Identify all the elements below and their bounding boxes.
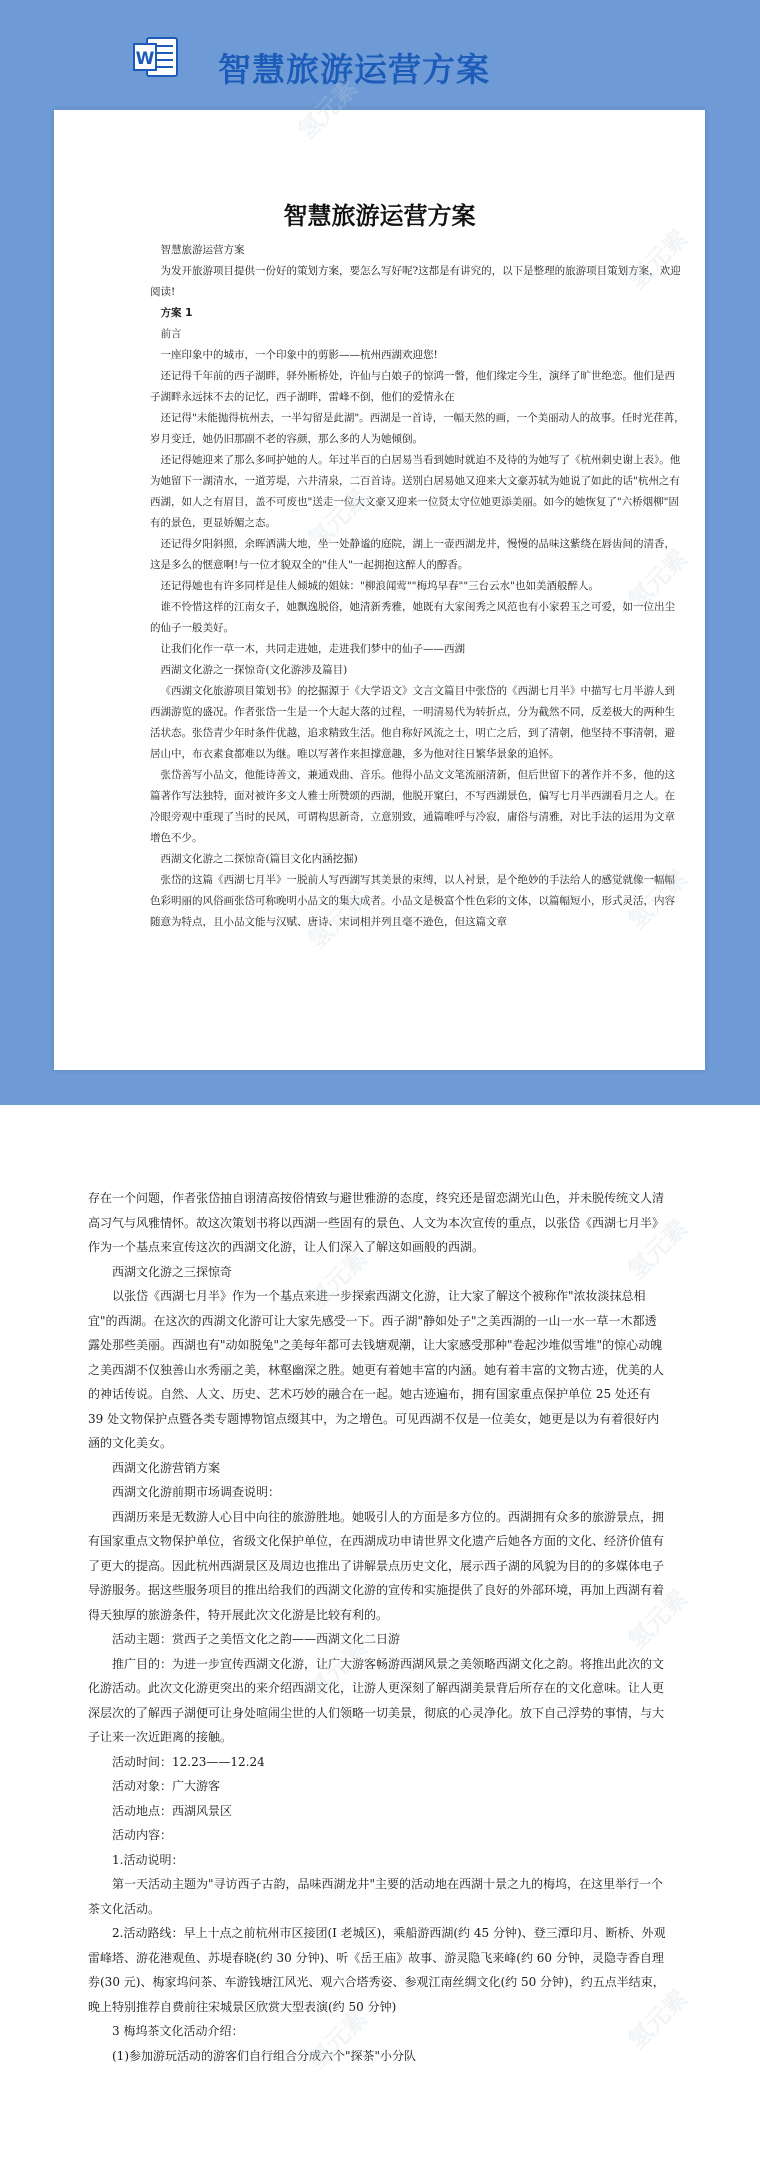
paragraph: 为发开旅游项目提供一份好的策划方案，要怎么写好呢?这都是有讲究的，以下是整理的旅游项目策划方案，欢迎阅读! [150,265,681,298]
watermark-text: 氢元素 [622,543,694,615]
watermark-text: 氢元素 [302,1243,374,1315]
watermark-text: 氢元素 [622,223,694,295]
watermark-text: 氢元素 [302,883,374,955]
banner-title: 智慧旅游运营方案 [218,50,490,89]
paragraph: 活动对象：广大游客 [112,1779,221,1793]
paragraph: 还记得夕阳斜照，余晖洒满大地，坐一处静谧的庭院，湖上一壶西湖龙井，慢慢的品味这紫绕在唇齿间的清香，这是多么的惬意啊!与一位才貌双全的"佳人"一起拥抱这醉人的醇香。 [150,538,675,571]
paragraph: 西湖历来是无数游人心目中向往的旅游胜地。她吸引人的方面是多方位的。西湖拥有众多的旅游景点，拥有国家重点文物保护单位，省级文化保护单位，在西湖成功申请世界文化遗产后她各方面的文化、经济价值有了更大的提高。因此杭州西湖景区及周边也推出了讲解景点历史文化，展示西子湖的风貌为目的的多媒体电子导游服务。据这些服务项目的推出给我们的西湖文化游的宣传和实施提供了良好的外部环境，再加上西湖有着得天独厚的旅游条件，特开展此次文化游是比较有利的。 [88,1509,665,1622]
paragraph: 推广目的：为进一步宣传西湖文化游，让广大游客畅游西湖风景之美领略西湖文化之韵。将推出此次的文化游活动。此次文化游更突出的来介绍西湖文化，让游人更深刻了解西湖美景背后所存在的文化意味。让人更深层次的了解西子湖便可让身处喧闹尘世的人们领略一切美景，彻底的心灵净化。放下自己浮势的事情，与大子让来一次近距离的接触。 [88,1656,665,1744]
paragraph: (1)参加游玩活动的游客们自行组合分成六个"探茶"小分队 [112,2048,417,2063]
watermark-text: 氢元素 [622,863,694,935]
paragraph: 还记得千年前的西子湖畔，驿外断桥处，许仙与白娘子的惊鸿一瞥，他们缘定今生，演绎了旷世绝恋。他们是西子湖畔永远抹不去的记忆，西子湖畔，雷峰不倒，他们的爱情永在 [150,370,675,403]
svg-text:W: W [135,49,155,69]
paragraph: 2.活动路线：早上十点之前杭州市区接团(I 老城区)，乘船游西湖(约 45 分钟)、登三潭印月、断桥、外观雷峰塔、游花港观鱼、苏堤春晓(约 30 分钟)、听《岳王庙》故事、游灵隐飞来峰(约 60 分钟，灵隐寺香自理券(30 元)、梅家坞问茶、车游钱塘江风光、观六合塔秀姿、参观江南丝绸文化(约 50 分钟)，约五点半结束，晚上特别推荐自费前往宋城景区欣赏大型表演(约 50 分钟) [88,1926,666,2014]
paragraph: 西湖文化游之三探惊奇 [112,1264,233,1279]
paragraph: 西湖文化游之一探惊奇(文化游涉及篇目) [160,664,348,676]
paragraph: 《西湖文化旅游项目策划书》的挖掘源于《大学语文》文言文篇目中张岱的《西湖七月半》中描写七月半游人到西湖游览的盛况。作者张岱一生是一个大起大落的过程，一明清易代为转折点，分为截然不同，反差极大的两种生活状态。张岱青少年时条件优越，追求精致生活。他自称好风流之士，明亡之后，到了清朝，他坚持不事清朝，避居山中，布衣素食都难以为继。唯以写著作来担撑意趣，多为他对往日繁华景象的追怀。 [150,685,675,760]
watermark-text: 氢元素 [622,1983,694,2055]
paragraph: 方案 1 [160,307,193,319]
paragraph: 谁不怜惜这样的江南女子，她飘逸脱俗，她清新秀雅，她既有大家闺秀之风范也有小家碧玉之可爱，如一位出尘的仙子一般美好。 [150,601,675,634]
paragraph: 前言 [160,328,182,340]
watermark-text: 氢元素 [292,73,364,145]
paragraph: 西湖文化游营销方案 [112,1460,221,1475]
document-title: 智慧旅游运营方案 [283,202,476,230]
word-document-icon [131,32,181,82]
paragraph: 1.活动说明： [112,1852,184,1867]
paragraph: 还记得她迎来了那么多呵护她的人。年过半百的白居易当看到她时就迫不及待的为她写了《杭州刺史谢上表》。他为她留下一湖清水，一道芳堤，六井清泉，二百首诗。送别白居易她又迎来大文豪苏轼为她说了如此的话"杭州之有西湖，如人之有眉目，盖不可废也"送走一位大文豪又迎来一位贤太守位她更添美丽。如今的她恢复了"六桥烟柳"固有的景色，更显娇媚之态。 [150,454,681,529]
paragraph: 以张岱《西湖七月半》作为一个基点来进一步探索西湖文化游，让大家了解这个被称作"浓妆淡抹总相宜"的西湖。在这次的西湖文化游可让大家先感受一下。西子湖"静如处子"之美西湖的一山一水一草一木都透露处那些美丽。西湖也有"动如脱兔"之美每年都可去钱塘观潮，让大家感受那种"卷起沙堆似雪堆"的惊心动魄之美西湖不仅独善山水秀丽之美，林壑幽深之胜。她更有着她丰富的内涵。她有着丰富的文物古迹，优美的人的神话传说。自然、人文、历史、艺术巧妙的融合在一起。她古迹遍布，拥有国家重点保护单位 25 处还有 39 处文物保护点暨各类专题博物馆点缀其中，为之增色。可见西湖不仅是一位美女，她更是以为有着很好内涵的文化美女。 [88,1289,665,1450]
paragraph: 存在一个问题，作者张岱抽自诩清高按俗情致与避世雅游的态度，终究还是留恋湖光山色，并未脱传统文人清高习气与风雅情怀。故这次策划书将以西湖一些固有的景色、人文为本次宣传的重点，以张岱《西湖七月半》作为一个基点来宣传这次的西湖文化游，让人们深入了解这如画般的西湖。 [88,1191,665,1254]
paragraph: 一座印象中的城市，一个印象中的剪影——杭州西湖欢迎您! [160,349,438,361]
paragraph: 活动主题：赏西子之美悟文化之韵——西湖文化二日游 [112,1632,401,1646]
paragraph: 第一天活动主题为"寻访西子古韵，品味西湖龙井"主要的活动地在西湖十景之九的梅坞，在这里举行一个茶文化活动。 [88,1877,664,1916]
page-1-body [150,240,685,933]
watermark-text: 氢元素 [622,1583,694,1655]
document-page-1 [54,110,705,1070]
page-2-body [88,1186,668,2068]
watermark-text: 氢元素 [302,2003,374,2075]
paragraph: 活动时间：12.23——12.24 [112,1754,265,1769]
watermark-text: 氢元素 [622,1213,694,1285]
paragraph: 还记得"未能抛得杭州去，一半勾留是此湖"。西湖是一首诗，一幅天然的画，一个美丽动人的故事。任时光荏苒，岁月变迁，她仍旧那副不老的容颜，那么多的人为她倾倒。 [150,412,685,445]
paragraph: 活动内容： [112,1828,173,1842]
paragraph: 张岱的这篇《西湖七月半》一脱前人写西湖写其美景的束缚，以人衬景，是个绝妙的手法给人的感觉就像一幅幅色彩明丽的风俗画张岱可称晚明小品文的集大成者。小品文是极富个性色彩的文体，以篇幅短小，形式灵活，内容随意为特点，且小品文能与汉赋、唐诗、宋词相并列且毫不逊色，但这篇文章 [150,874,675,928]
paragraph: 让我们化作一草一木，共同走进她，走进我们梦中的仙子——西湖 [160,643,465,655]
paragraph: 西湖文化游之二探惊奇(篇目文化内涵挖掘) [160,853,358,865]
watermark-text: 氢元素 [302,1633,374,1705]
watermark-text: 氢元素 [302,483,374,555]
paragraph: 还记得她也有许多同样是佳人倾城的姐妹："柳浪闻莺""梅坞早春""三台云水"也如美酒般醉人。 [160,580,599,592]
paragraph: 西湖文化游前期市场调查说明： [112,1485,281,1499]
paragraph: 张岱善写小品文，他能诗善文，兼通戏曲、音乐。他得小品文文笔流丽清新，但后世留下的著作并不多，他的这篇著作写法独特，面对被许多文人雅士所赞颂的西湖，他脱开窠臼，不写西湖景色，偏写七月半西湖看月之人。在冷眼旁观中重现了当时的民风，可谓构思新奇，立意别致，通篇唯呼与冷寂，庸俗与清雅，对比手法的运用为文章增色不少。 [150,769,675,844]
paragraph: 3 梅坞茶文化活动介绍： [112,2024,244,2038]
paragraph: 智慧旅游运营方案 [160,244,245,256]
paragraph: 活动地点：西湖风景区 [112,1803,233,1818]
